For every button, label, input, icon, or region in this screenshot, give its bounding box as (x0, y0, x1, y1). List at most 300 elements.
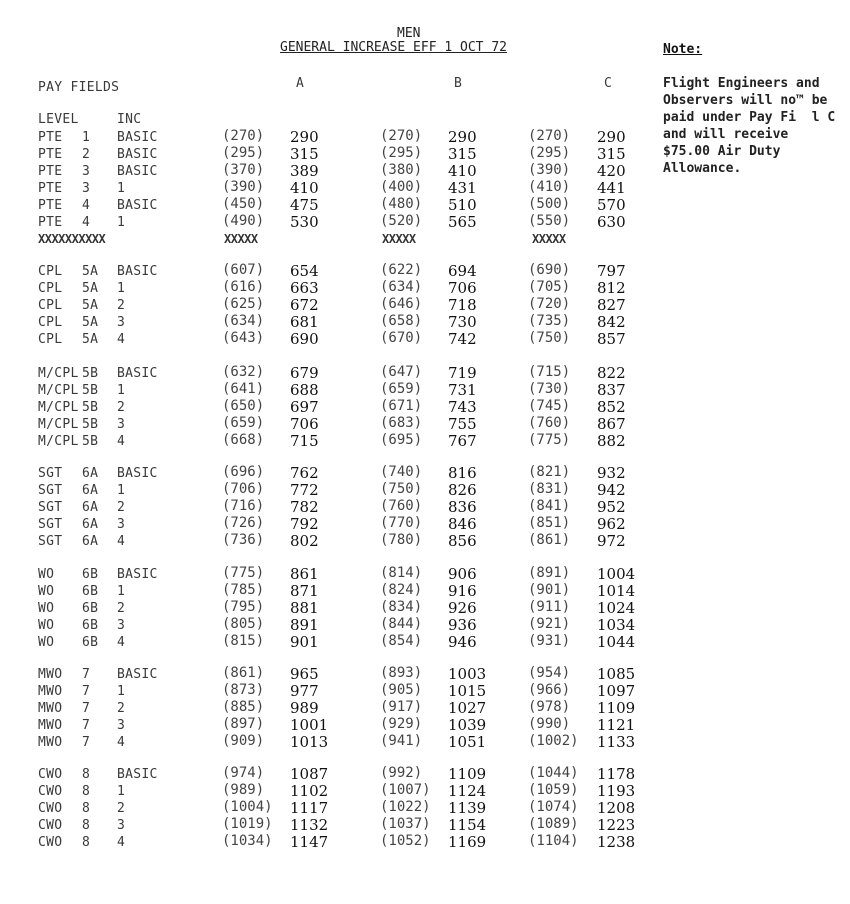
cell-inc: 2 (117, 701, 126, 716)
cell-a-old: (785) (222, 582, 265, 598)
cell-c-old: (891) (528, 565, 571, 581)
cell-lvl: 6A (82, 534, 99, 549)
cell-lvl: 5B (82, 366, 99, 381)
cell-c-old: (841) (528, 498, 571, 514)
cell-rank: MWO (38, 667, 63, 682)
cell-b-old: (670) (380, 330, 423, 346)
cell-c-old: (745) (528, 398, 571, 414)
cell-b-old: (520) (380, 213, 423, 229)
cell-b-old: (295) (380, 145, 423, 161)
cell-inc: BASIC (117, 767, 158, 782)
cell-c-old: (861) (528, 532, 571, 548)
cell-a-new: 1147 (290, 833, 329, 851)
cell-inc: BASIC (117, 164, 158, 179)
cell-a-new: 762 (290, 464, 319, 482)
cell-lvl: 6A (82, 466, 99, 481)
cell-a-old: (861) (222, 665, 265, 681)
cell-c-old: (990) (528, 716, 571, 732)
cell-lvl: 5A (82, 281, 99, 296)
cell-a-new: 315 (290, 145, 319, 163)
cell-lvl: 5A (82, 298, 99, 313)
cell-a-new: 530 (290, 213, 319, 231)
cell-b-new: 1027 (448, 699, 487, 717)
cell-inc: BASIC (117, 567, 158, 582)
cell-a-new: 1102 (290, 782, 329, 800)
cell-b-old: (1007) (380, 782, 431, 798)
cell-inc: 1 (117, 281, 126, 296)
cell-inc: BASIC (117, 198, 158, 213)
cell-b-new: 1039 (448, 716, 487, 734)
cell-a-old: (641) (222, 381, 265, 397)
cell-lvl: 6A (82, 483, 99, 498)
cell-b-new: 431 (448, 179, 477, 197)
cell-c-old: (1044) (528, 765, 579, 781)
cell-a-old: (1019) (222, 816, 273, 832)
cell-c-new: 827 (597, 296, 626, 314)
cell-b-new: 694 (448, 262, 477, 280)
cell-rank: WO (38, 567, 55, 582)
cell-c-new: 1085 (597, 665, 636, 683)
cell-a-old: (643) (222, 330, 265, 346)
cell-c-old: (410) (528, 179, 571, 195)
cell-a-new: 989 (290, 699, 319, 717)
cell-lvl: 5B (82, 383, 99, 398)
cell-a-new: 772 (290, 481, 319, 499)
cell-c-new: 1004 (597, 565, 636, 583)
cell-b-new: 1109 (448, 765, 487, 783)
cell-lvl: 6B (82, 584, 99, 599)
cell-c-old: (1074) (528, 799, 579, 815)
cell-a-old: (815) (222, 633, 265, 649)
cell-inc: 1 (117, 383, 126, 398)
cell-b-old: (844) (380, 616, 423, 632)
cell-c-new: 1097 (597, 682, 636, 700)
cell-c-old: (390) (528, 162, 571, 178)
cell-a-new: 871 (290, 582, 319, 600)
cell-lvl: 6B (82, 635, 99, 650)
cell-c-new: 837 (597, 381, 626, 399)
struck-out-text: XXXXXXXXXX (38, 232, 106, 246)
cell-b-new: 290 (448, 128, 477, 146)
cell-c-new: 797 (597, 262, 626, 280)
note-line: paid under Pay Fi l C (663, 110, 836, 125)
cell-inc: 1 (117, 483, 126, 498)
cell-c-old: (550) (528, 213, 571, 229)
cell-b-new: 743 (448, 398, 477, 416)
cell-c-new: 1034 (597, 616, 636, 634)
cell-rank: SGT (38, 534, 63, 549)
cell-a-new: 802 (290, 532, 319, 550)
cell-b-new: 856 (448, 532, 477, 550)
cell-a-old: (270) (222, 128, 265, 144)
cell-c-old: (775) (528, 432, 571, 448)
cell-a-old: (490) (222, 213, 265, 229)
cell-b-new: 846 (448, 515, 477, 533)
column-header-c: C (604, 76, 613, 91)
cell-c-new: 842 (597, 313, 626, 331)
cell-a-old: (716) (222, 498, 265, 514)
cell-rank: PTE (38, 198, 63, 213)
cell-a-new: 977 (290, 682, 319, 700)
cell-a-new: 290 (290, 128, 319, 146)
cell-a-old: (668) (222, 432, 265, 448)
cell-a-new: 410 (290, 179, 319, 197)
cell-inc: BASIC (117, 264, 158, 279)
cell-b-old: (854) (380, 633, 423, 649)
cell-rank: CPL (38, 298, 63, 313)
column-header-b: B (454, 76, 463, 91)
cell-lvl: 7 (82, 701, 91, 716)
cell-lvl: 2 (82, 147, 91, 162)
cell-rank: PTE (38, 130, 63, 145)
cell-lvl: 5B (82, 434, 99, 449)
cell-b-old: (750) (380, 481, 423, 497)
cell-inc: 4 (117, 332, 126, 347)
cell-rank: CWO (38, 835, 63, 850)
cell-c-old: (851) (528, 515, 571, 531)
cell-b-new: 731 (448, 381, 477, 399)
column-header-a: A (296, 76, 305, 91)
cell-lvl: 7 (82, 684, 91, 699)
cell-rank: CPL (38, 315, 63, 330)
cell-b-old: (658) (380, 313, 423, 329)
cell-c-old: (954) (528, 665, 571, 681)
cell-c-new: 420 (597, 162, 626, 180)
cell-b-old: (646) (380, 296, 423, 312)
cell-a-old: (795) (222, 599, 265, 615)
cell-b-old: (1022) (380, 799, 431, 815)
cell-c-old: (760) (528, 415, 571, 431)
cell-b-new: 755 (448, 415, 477, 433)
cell-lvl: 7 (82, 735, 91, 750)
cell-c-new: 1121 (597, 716, 636, 734)
cell-rank: MWO (38, 735, 63, 750)
cell-c-old: (715) (528, 364, 571, 380)
cell-a-new: 965 (290, 665, 319, 683)
cell-lvl: 8 (82, 835, 91, 850)
cell-c-old: (966) (528, 682, 571, 698)
note-line: Allowance. (663, 161, 742, 176)
cell-b-new: 1051 (448, 733, 487, 751)
cell-c-old: (831) (528, 481, 571, 497)
cell-a-new: 706 (290, 415, 319, 433)
cell-rank: SGT (38, 483, 63, 498)
cell-a-old: (696) (222, 464, 265, 480)
cell-rank: CWO (38, 767, 63, 782)
cell-c-old: (690) (528, 262, 571, 278)
cell-inc: 3 (117, 618, 126, 633)
cell-a-new: 715 (290, 432, 319, 450)
cell-b-old: (905) (380, 682, 423, 698)
cell-lvl: 8 (82, 784, 91, 799)
cell-inc: 3 (117, 718, 126, 733)
cell-c-old: (270) (528, 128, 571, 144)
cell-a-old: (726) (222, 515, 265, 531)
note-heading: Note: (663, 42, 703, 57)
note-line: Flight Engineers and (663, 76, 820, 91)
cell-c-old: (1089) (528, 816, 579, 832)
cell-c-new: 942 (597, 481, 626, 499)
cell-c-new: 1208 (597, 799, 636, 817)
cell-c-new: 1044 (597, 633, 636, 651)
cell-a-new: 681 (290, 313, 319, 331)
cell-a-old: (632) (222, 364, 265, 380)
cell-inc: 4 (117, 534, 126, 549)
cell-c-new: 867 (597, 415, 626, 433)
cell-b-old: (893) (380, 665, 423, 681)
cell-inc: 1 (117, 215, 126, 230)
cell-rank: PTE (38, 181, 63, 196)
level-header: LEVEL (38, 112, 79, 127)
cell-c-old: (911) (528, 599, 571, 615)
cell-rank: PTE (38, 164, 63, 179)
cell-rank: WO (38, 584, 55, 599)
cell-b-new: 1015 (448, 682, 487, 700)
cell-b-old: (834) (380, 599, 423, 615)
cell-rank: CWO (38, 818, 63, 833)
cell-inc: 1 (117, 784, 126, 799)
cell-b-old: (780) (380, 532, 423, 548)
cell-a-new: 1001 (290, 716, 329, 734)
cell-b-old: (1052) (380, 833, 431, 849)
cell-inc: 1 (117, 584, 126, 599)
cell-c-new: 852 (597, 398, 626, 416)
cell-rank: WO (38, 601, 55, 616)
cell-c-new: 1193 (597, 782, 636, 800)
cell-a-old: (736) (222, 532, 265, 548)
cell-b-old: (992) (380, 765, 423, 781)
struck-out-text: XXXXX (224, 232, 258, 246)
cell-inc: 3 (117, 517, 126, 532)
cell-a-new: 688 (290, 381, 319, 399)
cell-a-new: 672 (290, 296, 319, 314)
cell-c-new: 630 (597, 213, 626, 231)
cell-a-old: (873) (222, 682, 265, 698)
cell-b-new: 1154 (448, 816, 487, 834)
cell-rank: SGT (38, 500, 63, 515)
cell-a-new: 663 (290, 279, 319, 297)
cell-c-old: (750) (528, 330, 571, 346)
cell-b-old: (917) (380, 699, 423, 715)
cell-c-old: (1104) (528, 833, 579, 849)
cell-c-new: 1133 (597, 733, 636, 751)
cell-c-new: 962 (597, 515, 626, 533)
cell-inc: 4 (117, 434, 126, 449)
cell-rank: WO (38, 635, 55, 650)
cell-inc: 2 (117, 601, 126, 616)
cell-b-new: 926 (448, 599, 477, 617)
cell-inc: 2 (117, 298, 126, 313)
cell-b-new: 565 (448, 213, 477, 231)
cell-inc: 2 (117, 500, 126, 515)
cell-a-old: (885) (222, 699, 265, 715)
note-line: Observers will no™ be (663, 93, 828, 108)
cell-rank: MWO (38, 701, 63, 716)
cell-a-new: 861 (290, 565, 319, 583)
cell-rank: CPL (38, 332, 63, 347)
cell-lvl: 1 (82, 130, 91, 145)
cell-b-new: 836 (448, 498, 477, 516)
cell-c-old: (735) (528, 313, 571, 329)
cell-b-old: (824) (380, 582, 423, 598)
cell-b-old: (659) (380, 381, 423, 397)
cell-inc: 4 (117, 835, 126, 850)
cell-c-old: (720) (528, 296, 571, 312)
cell-lvl: 6B (82, 618, 99, 633)
cell-b-old: (760) (380, 498, 423, 514)
cell-c-new: 972 (597, 532, 626, 550)
cell-lvl: 4 (82, 198, 91, 213)
cell-c-old: (821) (528, 464, 571, 480)
cell-a-old: (616) (222, 279, 265, 295)
cell-c-new: 290 (597, 128, 626, 146)
cell-a-old: (1004) (222, 799, 273, 815)
cell-rank: SGT (38, 466, 63, 481)
cell-inc: 2 (117, 801, 126, 816)
cell-a-new: 1087 (290, 765, 329, 783)
cell-b-new: 816 (448, 464, 477, 482)
pay-fields-label: PAY FIELDS (38, 80, 120, 95)
cell-lvl: 8 (82, 818, 91, 833)
cell-c-new: 441 (597, 179, 626, 197)
cell-b-new: 1003 (448, 665, 487, 683)
cell-c-old: (1002) (528, 733, 579, 749)
cell-lvl: 4 (82, 215, 91, 230)
cell-c-new: 570 (597, 196, 626, 214)
cell-a-old: (625) (222, 296, 265, 312)
cell-lvl: 3 (82, 181, 91, 196)
cell-inc: 4 (117, 635, 126, 650)
cell-inc: 3 (117, 818, 126, 833)
cell-c-new: 1178 (597, 765, 636, 783)
cell-rank: PTE (38, 215, 63, 230)
cell-c-old: (500) (528, 196, 571, 212)
cell-a-new: 654 (290, 262, 319, 280)
cell-c-new: 857 (597, 330, 626, 348)
cell-b-new: 936 (448, 616, 477, 634)
cell-a-old: (450) (222, 196, 265, 212)
cell-a-new: 1013 (290, 733, 329, 751)
cell-b-new: 1124 (448, 782, 487, 800)
cell-b-old: (683) (380, 415, 423, 431)
cell-lvl: 5B (82, 417, 99, 432)
cell-a-new: 881 (290, 599, 319, 617)
cell-a-new: 389 (290, 162, 319, 180)
page-subtitle: GENERAL INCREASE EFF 1 OCT 72 (280, 40, 507, 55)
cell-inc: 2 (117, 400, 126, 415)
cell-a-new: 1117 (290, 799, 329, 817)
cell-inc: BASIC (117, 667, 158, 682)
cell-c-old: (295) (528, 145, 571, 161)
cell-a-new: 475 (290, 196, 319, 214)
cell-b-old: (941) (380, 733, 423, 749)
cell-c-new: 1109 (597, 699, 636, 717)
cell-a-old: (897) (222, 716, 265, 732)
cell-c-new: 1238 (597, 833, 636, 851)
cell-rank: WO (38, 618, 55, 633)
cell-inc: 1 (117, 181, 126, 196)
cell-b-old: (695) (380, 432, 423, 448)
cell-lvl: 5A (82, 264, 99, 279)
cell-c-new: 1014 (597, 582, 636, 600)
cell-rank: M/CPL (38, 434, 79, 449)
cell-rank: CWO (38, 784, 63, 799)
cell-a-old: (706) (222, 481, 265, 497)
cell-b-new: 767 (448, 432, 477, 450)
cell-rank: M/CPL (38, 400, 79, 415)
cell-a-new: 697 (290, 398, 319, 416)
cell-c-new: 315 (597, 145, 626, 163)
cell-b-new: 916 (448, 582, 477, 600)
cell-b-old: (400) (380, 179, 423, 195)
cell-a-new: 782 (290, 498, 319, 516)
cell-b-new: 410 (448, 162, 477, 180)
cell-b-new: 1139 (448, 799, 487, 817)
cell-b-new: 946 (448, 633, 477, 651)
cell-a-new: 792 (290, 515, 319, 533)
cell-a-old: (909) (222, 733, 265, 749)
cell-lvl: 8 (82, 767, 91, 782)
cell-inc: BASIC (117, 466, 158, 481)
cell-b-new: 719 (448, 364, 477, 382)
cell-b-new: 730 (448, 313, 477, 331)
cell-rank: CPL (38, 264, 63, 279)
cell-inc: 4 (117, 735, 126, 750)
cell-inc: 3 (117, 417, 126, 432)
cell-b-old: (1037) (380, 816, 431, 832)
cell-a-new: 679 (290, 364, 319, 382)
cell-c-old: (901) (528, 582, 571, 598)
cell-b-old: (270) (380, 128, 423, 144)
cell-b-old: (480) (380, 196, 423, 212)
cell-rank: M/CPL (38, 383, 79, 398)
cell-c-new: 952 (597, 498, 626, 516)
cell-c-old: (921) (528, 616, 571, 632)
cell-a-new: 891 (290, 616, 319, 634)
page-title: MEN (397, 26, 421, 41)
cell-a-old: (974) (222, 765, 265, 781)
cell-lvl: 6A (82, 500, 99, 515)
cell-a-old: (634) (222, 313, 265, 329)
cell-rank: M/CPL (38, 417, 79, 432)
cell-rank: CWO (38, 801, 63, 816)
cell-a-new: 901 (290, 633, 319, 651)
cell-b-new: 718 (448, 296, 477, 314)
cell-c-new: 1223 (597, 816, 636, 834)
cell-b-new: 706 (448, 279, 477, 297)
cell-c-new: 1024 (597, 599, 636, 617)
cell-b-old: (814) (380, 565, 423, 581)
cell-lvl: 5A (82, 332, 99, 347)
cell-rank: CPL (38, 281, 63, 296)
cell-lvl: 3 (82, 164, 91, 179)
cell-c-new: 882 (597, 432, 626, 450)
inc-header: INC (117, 112, 142, 127)
cell-lvl: 7 (82, 667, 91, 682)
cell-b-new: 1169 (448, 833, 487, 851)
cell-c-new: 812 (597, 279, 626, 297)
note-line: and will receive (663, 127, 789, 142)
cell-a-old: (650) (222, 398, 265, 414)
cell-a-old: (1034) (222, 833, 273, 849)
cell-inc: BASIC (117, 130, 158, 145)
cell-a-old: (607) (222, 262, 265, 278)
cell-lvl: 6B (82, 601, 99, 616)
cell-b-new: 906 (448, 565, 477, 583)
struck-out-text: XXXXX (382, 232, 416, 246)
cell-lvl: 5B (82, 400, 99, 415)
cell-rank: SGT (38, 517, 63, 532)
